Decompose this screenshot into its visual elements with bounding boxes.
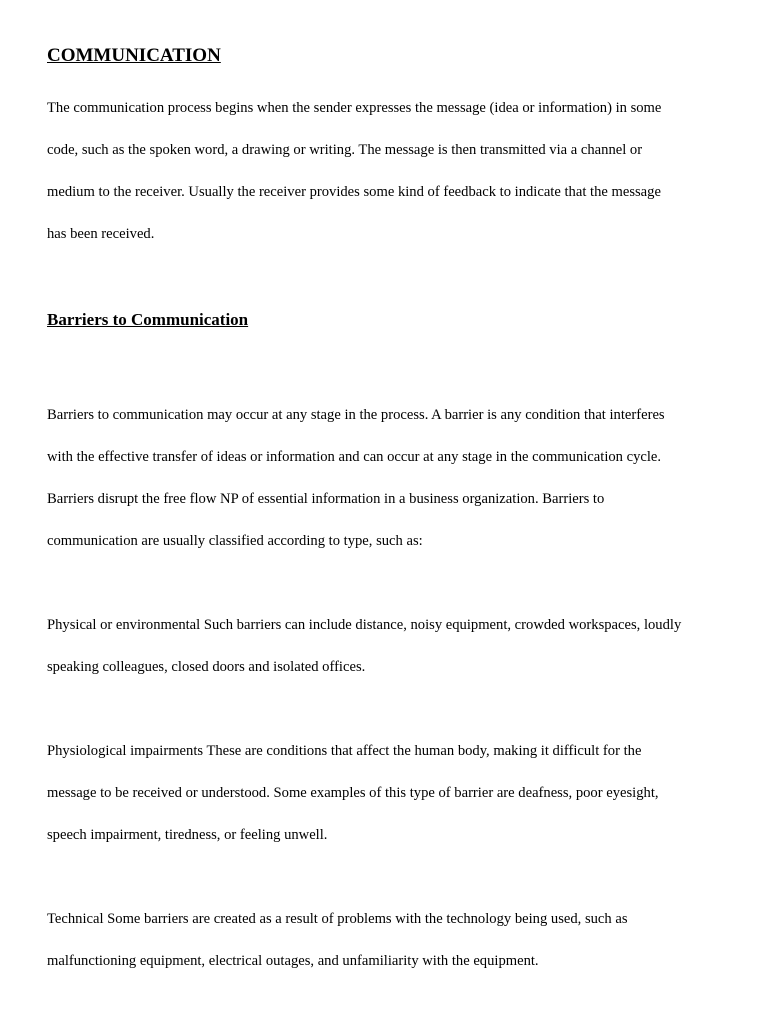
section-heading-barriers: Barriers to Communication: [47, 310, 249, 329]
paragraph-line: Physiological impairments These are conditions that affect the human body, making it difficult for the: [47, 743, 642, 759]
paragraph-line: The communication process begins when the sender expresses the message (idea or information) in some: [47, 100, 662, 116]
physical-barriers-paragraph: [47, 615, 737, 699]
intro-paragraph: [47, 98, 737, 266]
paragraph-line: Barriers disrupt the free flow NP of essential information in a business organization. Barriers to: [47, 491, 605, 507]
paragraph-line: Technical Some barriers are created as a result of problems with the technology being used, such as: [47, 911, 628, 927]
paragraph-line: with the effective transfer of ideas or information and can occur at any stage in the communication cycle.: [47, 449, 662, 465]
page-title: COMMUNICATION: [47, 45, 221, 66]
paragraph-line: Barriers to communication may occur at any stage in the process. A barrier is any condition that interferes: [47, 407, 665, 423]
technical-barriers-paragraph: [47, 909, 737, 993]
paragraph-line: malfunctioning equipment, electrical outages, and unfamiliarity with the equipment.: [47, 953, 539, 969]
physiological-barriers-paragraph: [47, 741, 737, 867]
paragraph-line: communication are usually classified according to type, such as:: [47, 533, 423, 549]
paragraph-line: message to be received or understood. Some examples of this type of barrier are deafness, poor eyesight,: [47, 785, 659, 801]
paragraph-line: has been received.: [47, 226, 155, 242]
paragraph-line: speech impairment, tiredness, or feeling unwell.: [47, 827, 328, 843]
paragraph-line: medium to the receiver. Usually the receiver provides some kind of feedback to indicate that the message: [47, 184, 661, 200]
paragraph-line: Physical or environmental Such barriers can include distance, noisy equipment, crowded workspaces, loudly: [47, 617, 682, 633]
barriers-paragraph: [47, 405, 737, 573]
paragraph-line: code, such as the spoken word, a drawing or writing. The message is then transmitted via a channel or: [47, 142, 643, 158]
paragraph-line: speaking colleagues, closed doors and isolated offices.: [47, 659, 366, 675]
